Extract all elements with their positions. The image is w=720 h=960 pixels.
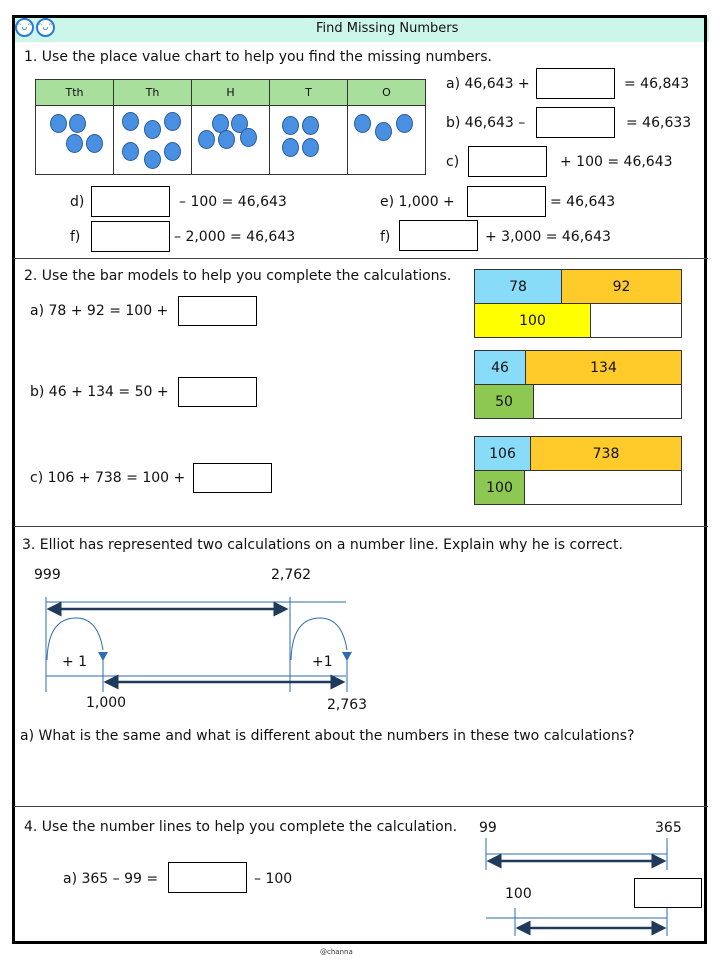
q1-prompt: 1. Use the place value chart to help you find the missing numbers. [24, 49, 492, 65]
divider [14, 258, 708, 259]
counter [302, 116, 319, 135]
q1f2-left: f) [380, 229, 391, 245]
label-100: 100 [505, 886, 532, 902]
bar-part: 100 [474, 470, 525, 505]
answer-box-q1b[interactable] [536, 107, 615, 138]
q1f1-left: f) [70, 229, 81, 245]
bar-part: 738 [530, 436, 682, 471]
counter [144, 150, 161, 169]
col-header: H [192, 80, 270, 106]
answer-box-q4a[interactable] [168, 862, 247, 893]
bar-unknown [533, 384, 682, 419]
counter [375, 122, 392, 141]
label-1000: 1,000 [86, 695, 127, 711]
label-365: 365 [655, 820, 682, 836]
bar-part: 92 [561, 269, 682, 304]
col-header: Tth [36, 80, 114, 106]
q1a-right: = 46,843 [624, 76, 690, 92]
q4a-left: a) 365 – 99 = [63, 871, 159, 887]
q2-prompt: 2. Use the bar models to help you complete the calculations. [24, 268, 452, 284]
counter [122, 112, 139, 131]
bar-part: 78 [474, 269, 562, 304]
counter [164, 142, 181, 161]
col-header: T [270, 80, 348, 106]
q1a-left: a) 46,643 + [446, 76, 530, 92]
smiley-face-icon: ᵔᴗᵔ [36, 18, 55, 37]
q1d-left: d) [70, 194, 85, 210]
counter [144, 120, 161, 139]
bar-part: 100 [474, 303, 591, 338]
t-cell [270, 106, 348, 175]
counter [218, 130, 235, 149]
q2a-text: a) 78 + 92 = 100 + [30, 303, 169, 319]
answer-box-q4-line[interactable] [634, 878, 702, 908]
counter [69, 114, 86, 133]
bar-part: 46 [474, 350, 526, 385]
counter [122, 142, 139, 161]
counter [354, 114, 371, 133]
q4-prompt: 4. Use the number lines to help you complete the calculation. [24, 819, 458, 835]
label-999: 999 [34, 567, 61, 583]
answer-box-q1f1[interactable] [91, 221, 170, 252]
o-cell [348, 106, 426, 175]
label-99: 99 [479, 820, 497, 836]
q1f2-right: + 3,000 = 46,643 [485, 229, 611, 245]
jump-label: +1 [312, 654, 333, 670]
page-title: Find Missing Numbers [316, 21, 459, 36]
q1e-left: e) 1,000 + [380, 194, 455, 210]
counter [396, 114, 413, 133]
answer-box-q2c[interactable] [193, 463, 272, 493]
bar-part: 134 [525, 350, 682, 385]
q4a-right: – 100 [254, 871, 293, 887]
counter [302, 138, 319, 157]
divider [14, 806, 708, 807]
counter [86, 134, 103, 153]
label-2762: 2,762 [271, 567, 312, 583]
answer-box-q1f2[interactable] [399, 220, 478, 251]
q3-prompt: 3. Elliot has represented two calculations on a number line. Explain why he is correct. [22, 537, 623, 553]
q1f1-right: – 2,000 = 46,643 [174, 229, 296, 245]
answer-box-q1a[interactable] [536, 68, 615, 99]
bar-part: 50 [474, 384, 534, 419]
q1b-right: = 46,633 [626, 115, 692, 131]
col-header: O [348, 80, 426, 106]
bar-part: 106 [474, 436, 531, 471]
counter [198, 130, 215, 149]
jump-label: + 1 [62, 654, 88, 670]
answer-box-q1c[interactable] [468, 146, 547, 177]
bar-unknown [590, 303, 682, 338]
th-cell [114, 106, 192, 175]
label-2763: 2,763 [327, 697, 368, 713]
q3a-question: a) What is the same and what is different about the numbers in these two calculations? [20, 728, 635, 744]
q1e-right: = 46,643 [550, 194, 616, 210]
counter [66, 134, 83, 153]
counter [282, 138, 299, 157]
q1b-left: b) 46,643 – [446, 115, 526, 131]
q1c-left: c) [446, 154, 460, 170]
smiley-face-icon: ᵔᴗᵔ [15, 18, 34, 37]
answer-box-q1e[interactable] [467, 186, 546, 217]
h-cell [192, 106, 270, 175]
q1c-right: + 100 = 46,643 [560, 154, 673, 170]
place-value-chart [35, 79, 426, 175]
counter [240, 128, 257, 147]
counter [164, 112, 181, 131]
col-header: Th [114, 80, 192, 106]
answer-box-q2b[interactable] [178, 377, 257, 407]
bar-unknown [524, 470, 682, 505]
answer-box-q1d[interactable] [91, 186, 170, 217]
counter [282, 116, 299, 135]
tth-cell [36, 106, 114, 175]
q1d-right: – 100 = 46,643 [179, 194, 287, 210]
answer-box-q2a[interactable] [178, 296, 257, 326]
q2b-text: b) 46 + 134 = 50 + [30, 384, 169, 400]
q2c-text: c) 106 + 738 = 100 + [30, 470, 186, 486]
footer-credit: @channa [320, 948, 353, 956]
counter [50, 114, 67, 133]
divider [14, 526, 708, 527]
